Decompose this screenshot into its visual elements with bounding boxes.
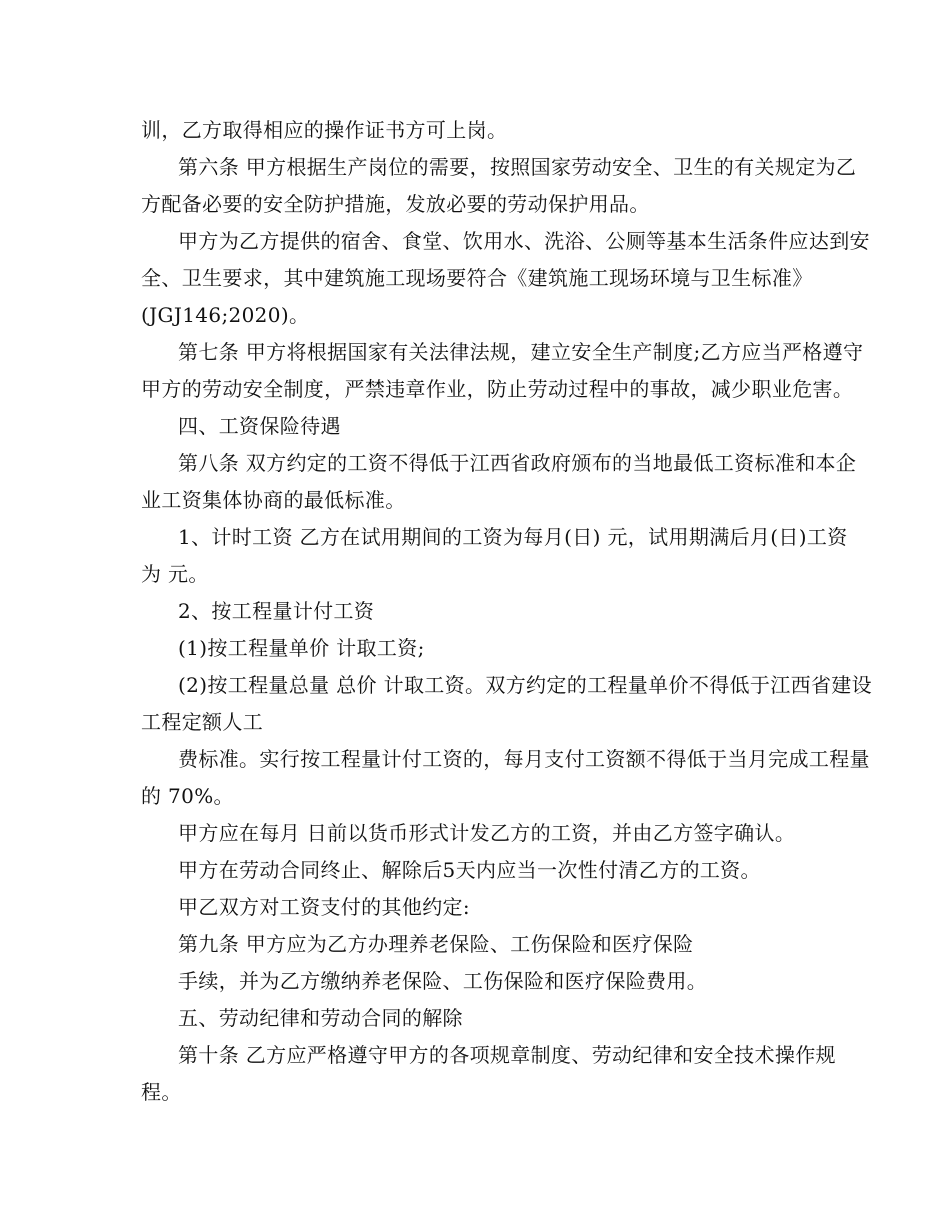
paragraph-line: 甲方的劳动安全制度，严禁违章作业，防止劳动过程中的事故，减少职业危害。 (141, 377, 854, 401)
paragraph-line: 甲方应在每月 日前以货币形式计发乙方的工资，并由乙方签字确认。 (178, 821, 796, 845)
paragraph-line: 方配备必要的安全防护措施，发放必要的劳动保护用品。 (141, 192, 650, 216)
paragraph-line: 甲方在劳动合同终止、解除后5天内应当一次性付清乙方的工资。 (178, 858, 761, 882)
paragraph-line: 费标准。实行按工程量计付工资的，每月支付工资额不得低于当月完成工程量 (178, 747, 870, 771)
list-item-hourly-wage: 1、计时工资 乙方在试用期间的工资为每月(日) 元，试用期满后月(日)工资 (178, 525, 848, 549)
section-4-heading: 四、工资保险待遇 (178, 414, 341, 438)
list-item-piecework-wage: 2、按工程量计付工资 (178, 599, 375, 623)
paragraph-line: 手续，并为乙方缴纳养老保险、工伤保险和医疗保险费用。 (178, 969, 708, 993)
list-item-unit-price: (1)按工程量单价 计取工资; (178, 636, 425, 660)
paragraph-line: 工程定额人工 (141, 710, 264, 734)
article-7-heading-line: 第七条 甲方将根据国家有关法律法规，建立安全生产制度;乙方应当严格遵守 (178, 340, 864, 364)
paragraph-line: 训，乙方取得相应的操作证书方可上岗。 (141, 118, 508, 142)
paragraph-line: 甲乙双方对工资支付的其他约定: (178, 895, 470, 919)
paragraph-line: 业工资集体协商的最低标准。 (141, 488, 406, 512)
paragraph-line: 为 元。 (141, 562, 209, 586)
section-5-heading: 五、劳动纪律和劳动合同的解除 (178, 1006, 463, 1030)
article-8-heading-line: 第八条 双方约定的工资不得低于江西省政府颁布的当地最低工资标准和本企 (178, 451, 857, 475)
paragraph-line: 程。 (141, 1080, 182, 1104)
standard-code-line: (JGJ146;2020)。 (141, 303, 310, 327)
article-10-heading-line: 第十条 乙方应严格遵守甲方的各项规章制度、劳动纪律和安全技术操作规 (178, 1043, 836, 1067)
article-6-heading-line: 第六条 甲方根据生产岗位的需要，按照国家劳动安全、卫生的有关规定为乙 (178, 155, 857, 179)
paragraph-line: 甲方为乙方提供的宿舍、食堂、饮用水、洗浴、公厕等基本生活条件应达到安 (178, 229, 870, 253)
list-item-total-price: (2)按工程量总量 总价 计取工资。双方约定的工程量单价不得低于江西省建设 (178, 673, 872, 697)
article-9-heading-line: 第九条 甲方应为乙方办理养老保险、工伤保险和医疗保险 (178, 932, 694, 956)
paragraph-line: 的 70%。 (141, 784, 234, 808)
paragraph-line: 全、卫生要求，其中建筑施工现场要符合《建筑施工现场环境与卫生标准》 (141, 266, 813, 290)
